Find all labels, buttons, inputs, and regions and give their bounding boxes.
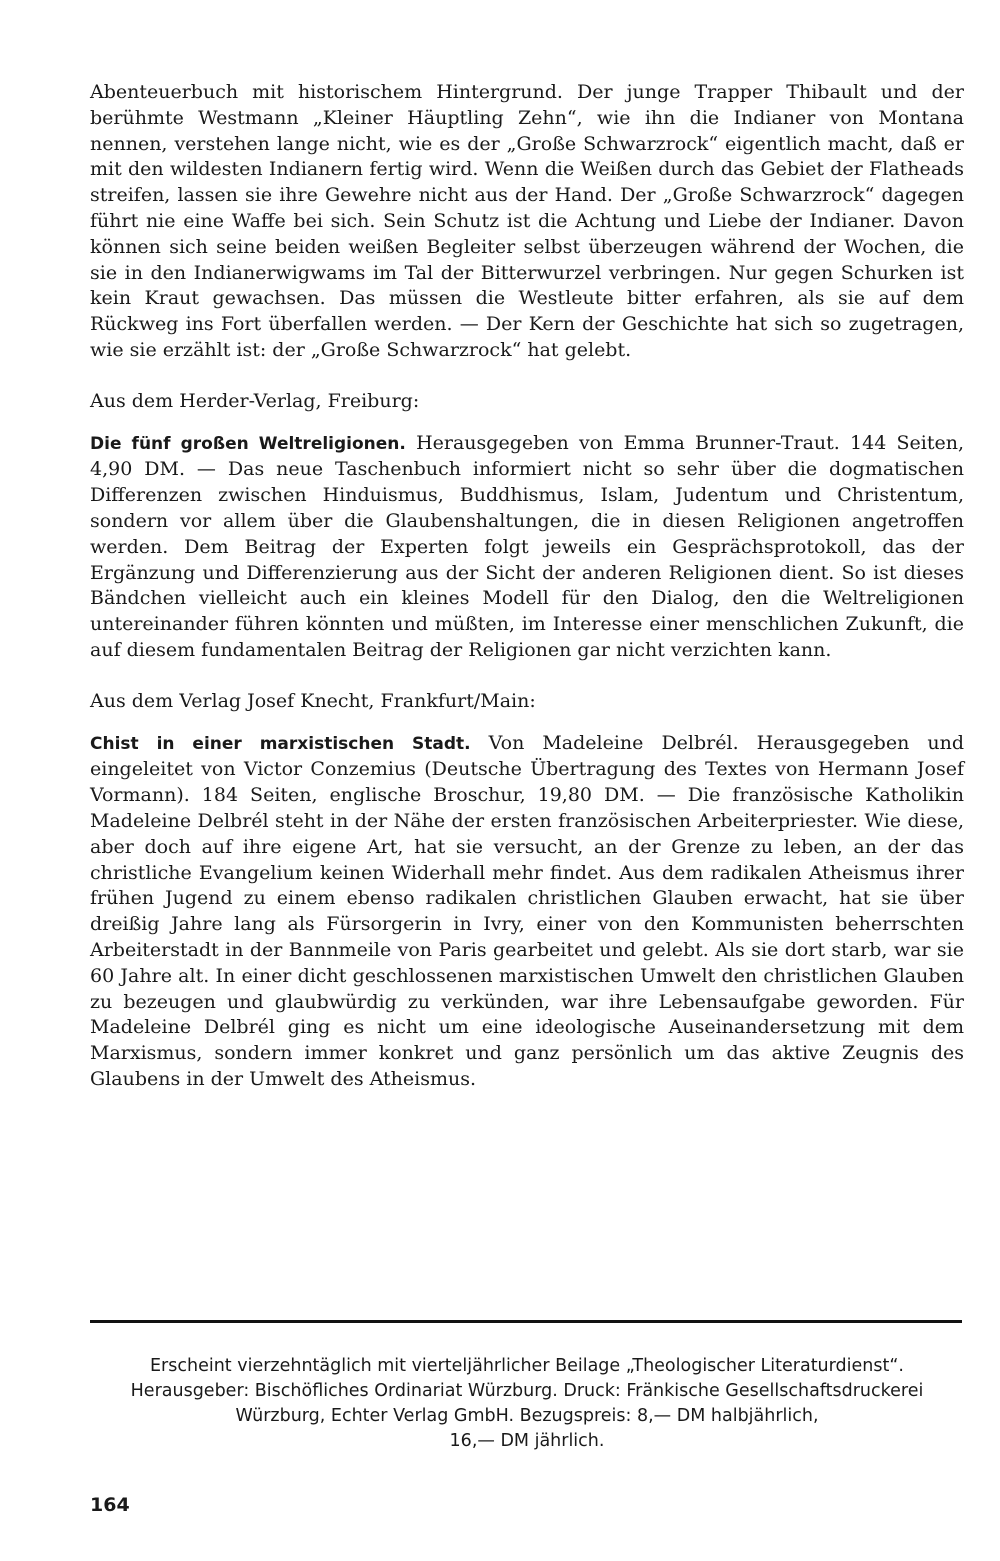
colophon: [88, 1354, 966, 1454]
colophon-line-2: Herausgeber: Bischöfliches Ordinariat Würzburg. Druck: Fränkische Gesellschaftsdruckerei Würzburg, Echter Verlag GmbH. Bezugspreis: 8,— DM halbjährlich,: [130, 1381, 924, 1426]
document-body: [90, 80, 964, 1093]
review-weltreligionen: [90, 431, 964, 664]
section-source-herder: Aus dem Herder-Verlag, Freiburg:: [90, 389, 420, 412]
colophon-line-3: 16,— DM jährlich.: [449, 1431, 605, 1451]
intro-paragraph: Abenteuerbuch mit historischem Hintergrund. Der junge Trapper Thibault und der berühmte Westmann „Kleiner Häuptling Zehn“, wie ihn die Indianer von Montana nennen, verstehen lange nicht, wie es der „Große Schwarzrock“ eigentlich macht, daß er mit den wildesten Indianern fertig wird. Wenn die Weißen durch das Gebiet der Flatheads streifen, lassen sie ihre Gewehre nicht aus der Hand. Der „Große Schwarzrock“ dagegen führt nie eine Waffe bei sich. Sein Schutz ist die Achtung und Liebe der Indianer. Davon können sich seine beiden weißen Begleiter selbst überzeugen während der Wochen, die sie in den Indianerwigwams im Tal der Bitterwurzel verbringen. Nur gegen Schurken ist kein Kraut gewachsen. Das müssen die Westleute bitter erfahren, als sie auf dem Rückweg ins Fort überfallen werden. — Der Kern der Geschichte hat sich so zugetragen, wie sie erzählt ist: der „Große Schwarzrock“ hat gelebt.: [90, 81, 964, 361]
page-number: 164: [90, 1494, 130, 1516]
footer-divider: [90, 1320, 962, 1323]
review-text-weltreligionen: Herausgegeben von Emma Brunner-Traut. 144 Seiten, 4,90 DM. — Das neue Taschenbuch informiert nicht so sehr über die dogmatischen Differenzen zwischen Hinduismus, Buddhismus, Islam, Judentum und Christentum, sondern vor allem über die Glaubenshaltungen, die in diesen Religionen angetroffen werden. Dem Beitrag der Experten folgt jeweils ein Gesprächsprotokoll, das der Ergänzung und Differenzierung aus der Sicht der anderen Religionen dient. So ist dieses Bändchen vielleicht auch ein kleines Modell für den Dialog, den die Weltreligionen untereinander führen könnten und müßten, im Interesse einer menschlichen Zukunft, die auf diesem fundamentalen Beitrag der Religionen gar nicht verzichten kann.: [90, 431, 964, 661]
book-title-marxistische-stadt: Chist in einer marxistischen Stadt.: [90, 733, 471, 754]
colophon-line-1: Erscheint vierzehntäglich mit vierteljährlicher Beilage „Theologischer Literaturdienst“.: [150, 1356, 904, 1376]
book-title-weltreligionen: Die fünf großen Weltreligionen.: [90, 433, 406, 454]
review-marxistische-stadt: [90, 731, 964, 1093]
review-text-marxistische-stadt: Von Madeleine Delbrél. Herausgegeben und eingeleitet von Victor Conzemius (Deutsche Übertragung des Textes von Hermann Josef Vormann). 184 Seiten, englische Broschur, 19,80 DM. — Die französische Katholikin Madeleine Delbrél steht in der Nähe der ersten französischen Arbeiterpriester. Wie diese, aber doch auf ihre eigene Art, hat sie versucht, an der Grenze zu leben, an der das christliche Evangelium keinen Widerhall mehr findet. Aus dem radikalen Atheismus ihrer frühen Jugend zu einem ebenso radikalen christlichen Glauben erwacht, hat sie über dreißig Jahre lang als Fürsorgerin in Ivry, einer von den Kommunisten beherrschten Arbeiterstadt in der Bannmeile von Paris gearbeitet und gelebt. Als sie dort starb, war sie 60 Jahre alt. In einer dicht geschlossenen marxistischen Umwelt den christlichen Glauben zu bezeugen und glaubwürdig zu verkünden, war ihre Lebensaufgabe geworden. Für Madeleine Delbrél ging es nicht um eine ideologische Auseinandersetzung mit dem Marxismus, sondern immer konkret und ganz persönlich um das aktive Zeugnis des Glaubens in der Umwelt des Atheismus.: [90, 731, 964, 1090]
section-source-knecht: Aus dem Verlag Josef Knecht, Frankfurt/Main:: [90, 689, 536, 712]
